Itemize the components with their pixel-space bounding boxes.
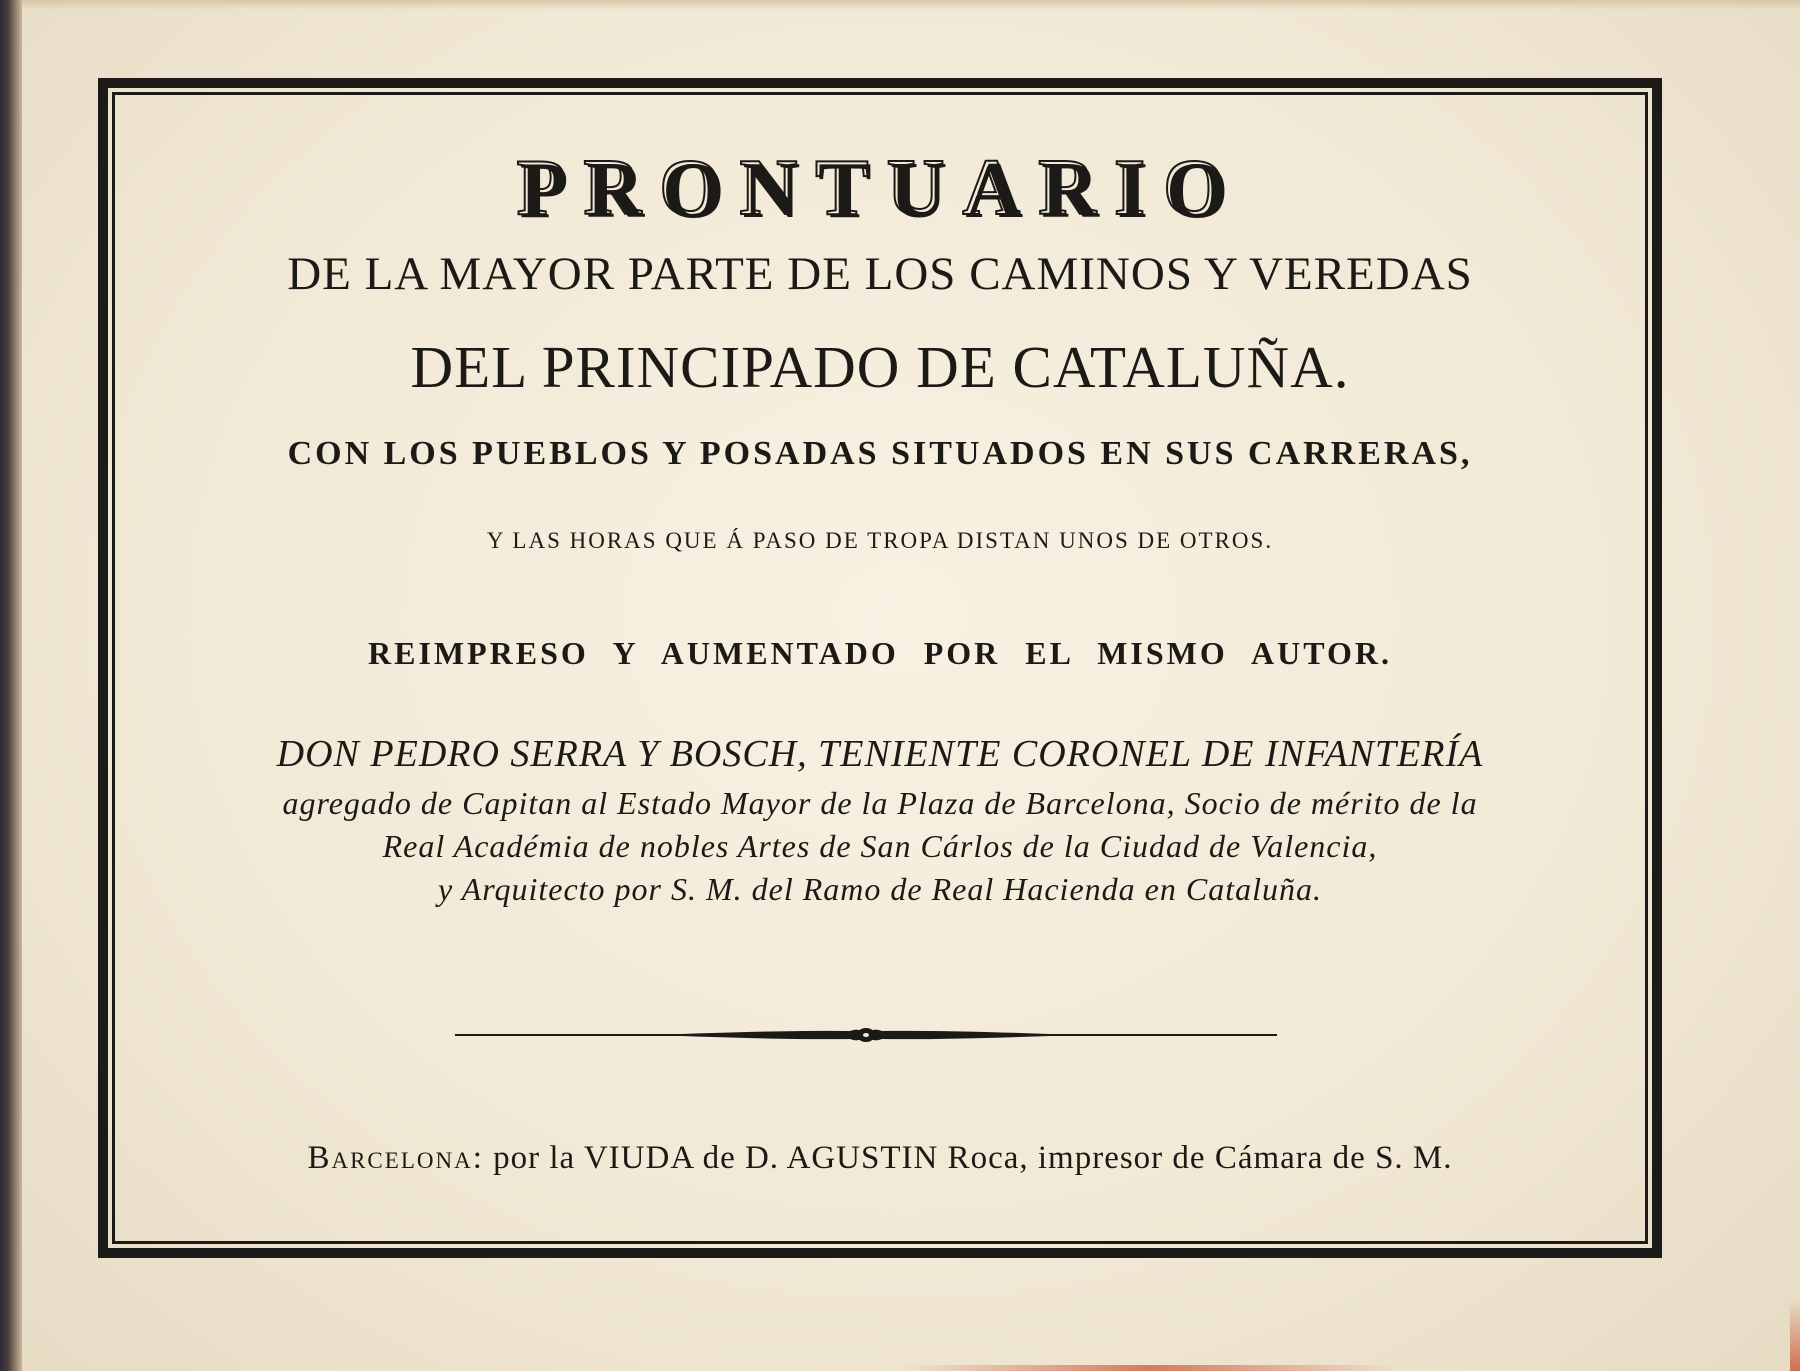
subtitle-line-4: Y LAS HORAS QUE Á PASO DE TROPA DISTAN UNOS DE OTROS. [486,528,1274,553]
author-credit-line-2: Real Académia de nobles Artes de San Cárlos de la Ciudad de Valencia, [382,828,1378,864]
book-title: PRONTUARIO [516,144,1244,232]
imprint-city: Barcelona: [307,1140,484,1176]
imprint-line [115,1140,1645,1177]
page-top-shadow [22,0,1800,10]
author-name: DON PEDRO SERRA Y BOSCH, TENIENTE CORONEL DE INFANTERÍA [276,733,1484,775]
page-corner-tint [1790,1300,1800,1371]
author-credit-line-3: y Arquitecto por S. M. del Ramo de Real Hacienda en Cataluña. [438,871,1322,907]
decorative-rule-ornament [455,1023,1277,1047]
imprint-text: por la VIUDA de D. AGUSTIN Roca, impresor de Cámara de S. M. [493,1140,1453,1176]
author-credit-line-1: agregado de Capitan al Estado Mayor de la Plaza de Barcelona, Socio de mérito de la [282,785,1478,821]
title-page-content [115,95,1645,1241]
book-binding-edge [0,0,22,1371]
reprint-note: REIMPRESO Y AUMENTADO POR EL MISMO AUTOR. [368,635,1392,671]
subtitle-line-3: CON LOS PUEBLOS Y POSADAS SITUADOS EN SUS CARRERAS, [287,435,1473,472]
page-edge-tint [900,1365,1400,1371]
subtitle-line-1: DE LA MAYOR PARTE DE LOS CAMINOS Y VEREDAS [287,248,1473,300]
subtitle-line-2: DEL PRINCIPADO DE CATALUÑA. [410,334,1350,400]
